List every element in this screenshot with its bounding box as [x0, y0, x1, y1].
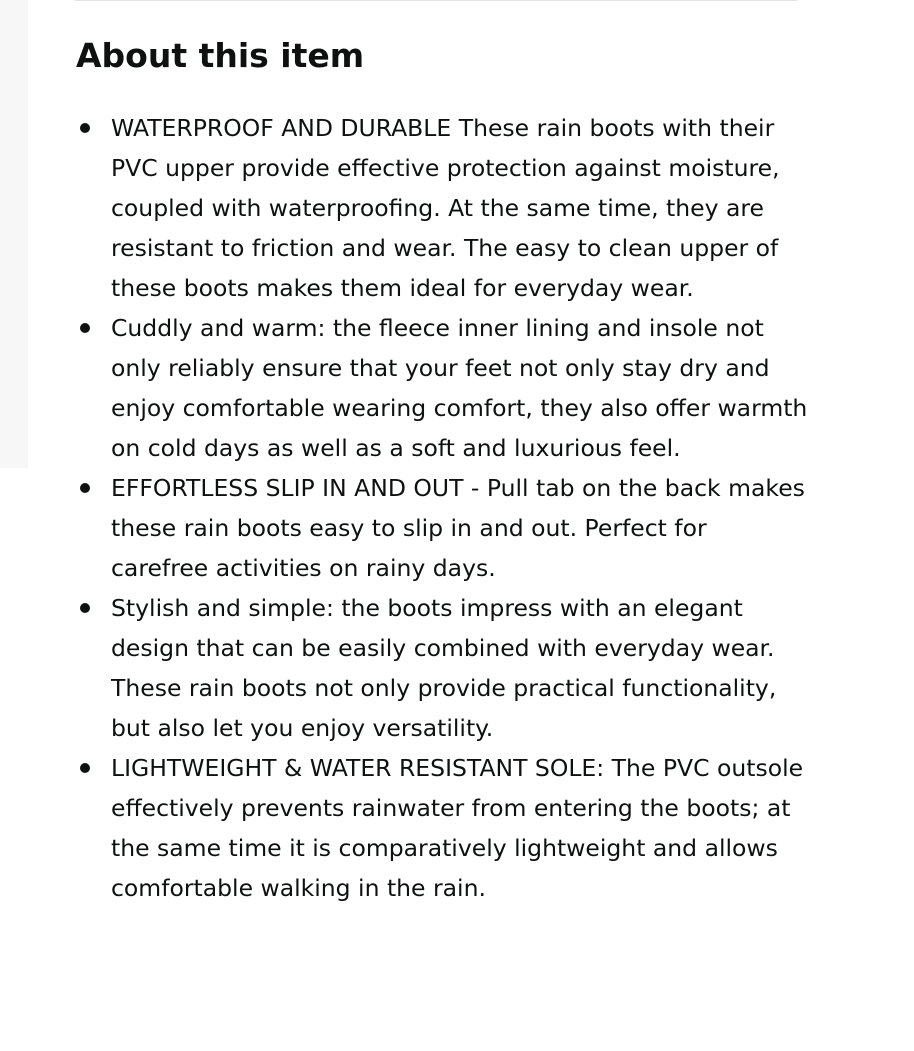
bullet-dot-icon [80, 123, 90, 133]
feature-bullet-text: Cuddly and warm: the fleece inner lining and insole not only reliably ensure that your feet not only stay dry and enjoy comfortable wearing comfort, they also offer warmth on cold days as well as a soft and luxurious feel. [111, 314, 808, 462]
feature-bullet-4 [76, 588, 811, 748]
about-item-heading: About this item [76, 36, 365, 75]
bullet-dot-icon [80, 763, 90, 773]
feature-bullet-5 [76, 748, 811, 908]
feature-bullet-2 [76, 308, 811, 468]
bullet-dot-icon [80, 483, 90, 493]
feature-bullet-text: EFFORTLESS SLIP IN AND OUT - Pull tab on the back makes these rain boots easy to slip in and out. Perfect for carefree activities on rainy days. [111, 474, 805, 582]
feature-bullet-3 [76, 468, 811, 588]
feature-bullet-list [76, 108, 811, 908]
bullet-dot-icon [80, 603, 90, 613]
feature-bullet-text: WATERPROOF AND DURABLE These rain boots with their PVC upper provide effective protection against moisture, coupled with waterproofing. At the same time, they are resistant to friction and wear. The easy to clean upper of these boots makes them ideal for everyday wear. [111, 114, 780, 302]
feature-bullet-text: Stylish and simple: the boots impress with an elegant design that can be easily combined with everyday wear. These rain boots not only provide practical functionality, but also let you enjoy versatility. [111, 594, 777, 742]
side-panel-edge [0, 0, 28, 468]
bullet-dot-icon [80, 323, 90, 333]
feature-bullet-text: LIGHTWEIGHT & WATER RESISTANT SOLE: The PVC outsole effectively prevents rainwater from entering the boots; at the same time it is comparatively lightweight and allows comfortable walking in the rain. [111, 754, 804, 902]
section-divider [74, 0, 798, 1]
feature-bullet-1 [76, 108, 811, 308]
